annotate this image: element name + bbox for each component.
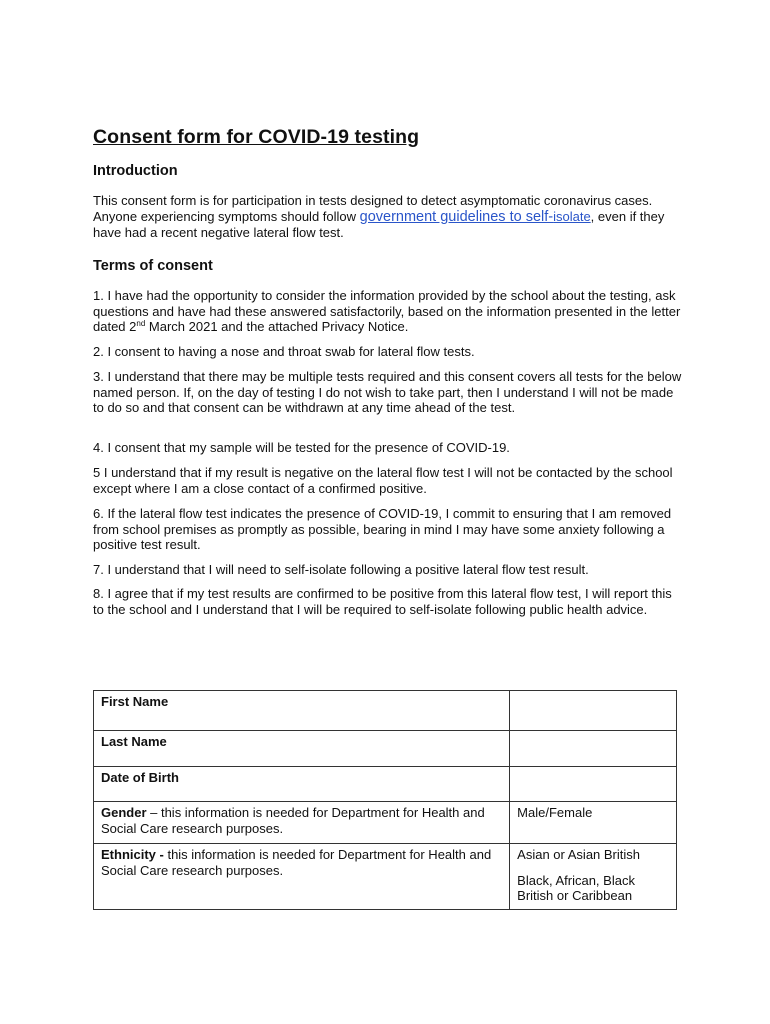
ethnicity-options: [510, 844, 677, 910]
personal-details-table: [93, 690, 677, 910]
last-name-label: Last Name: [94, 731, 510, 767]
first-name-row: [94, 691, 677, 731]
introduction-heading: Introduction: [93, 163, 178, 179]
date-of-birth-input[interactable]: [510, 767, 677, 802]
last-name-row: [94, 731, 677, 767]
last-name-input[interactable]: [510, 731, 677, 767]
ethnicity-note: this information is needed for Department for Health and Social Care research purposes.: [101, 847, 492, 878]
gender-value[interactable]: Male/Female: [510, 802, 677, 844]
terms-item-5: 5 I understand that if my result is negative on the lateral flow test I will not be contacted by the school except where I am a close contact of a confirmed positive.: [93, 465, 673, 496]
government-guidelines-link-continued[interactable]: isolate: [553, 208, 591, 224]
date-of-birth-label: Date of Birth: [94, 767, 510, 802]
introduction-text-end: , even if they have had a recent negative lateral flow test.: [93, 208, 665, 240]
gender-row: [94, 802, 677, 844]
ethnicity-option-asian[interactable]: Asian or Asian British: [517, 847, 641, 862]
terms-item-1: [93, 288, 683, 335]
terms-item-8: 8. I agree that if my test results are confirmed to be positive from this lateral flow test, I will report this to the school and I understand that I will be required to self-isolate following public health advice.: [93, 586, 672, 617]
terms-item-4: 4. I consent that my sample will be tested for the presence of COVID-19.: [93, 440, 510, 455]
gender-note: – this information is needed for Department for Health and Social Care research purposes.: [101, 805, 485, 836]
terms-item-1-superscript: nd: [136, 319, 146, 328]
gender-label-cell: [94, 802, 510, 844]
date-of-birth-row: [94, 767, 677, 802]
introduction-text-start: This consent form is for participation in tests designed to detect asymptomatic coronavirus cases. Anyone experiencing symptoms should follow: [93, 193, 653, 224]
page-title: Consent form for COVID-19 testing: [93, 126, 420, 148]
terms-item-1-text: 1. I have had the opportunity to consider the information provided by the school about the testing, ask questions and have had these answered satisfactorily, based on the information presented in the letter dated 2: [93, 288, 681, 334]
terms-heading: Terms of consent: [93, 258, 213, 274]
ethnicity-option-spacer: [517, 863, 669, 873]
terms-item-2: 2. I consent to having a nose and throat swab for lateral flow tests.: [93, 344, 475, 359]
introduction-paragraph: [93, 193, 683, 241]
first-name-input[interactable]: [510, 691, 677, 731]
terms-item-1-text-end: March 2021 and the attached Privacy Notice.: [145, 319, 409, 334]
government-guidelines-link[interactable]: government guidelines to self-: [359, 208, 554, 225]
ethnicity-option-black[interactable]: Black, African, Black British or Caribbean: [517, 872, 635, 903]
ethnicity-row: [94, 844, 677, 910]
ethnicity-label: Ethnicity -: [101, 847, 164, 862]
terms-item-6: 6. If the lateral flow test indicates the presence of COVID-19, I commit to ensuring that I am removed from school premises as promptly as possible, bearing in mind I may have some anxiety following a positive test result.: [93, 506, 672, 552]
terms-item-7: 7. I understand that I will need to self-isolate following a positive lateral flow test result.: [93, 562, 589, 577]
terms-item-3: 3. I understand that there may be multiple tests required and this consent covers all tests for the below named person. If, on the day of testing I do not wish to take part, then I understand I will not be made to do so and that consent can be withdrawn at any time ahead of the test.: [93, 369, 682, 415]
first-name-label: First Name: [94, 691, 510, 731]
ethnicity-label-cell: [94, 844, 510, 910]
gender-label: Gender: [101, 805, 147, 820]
